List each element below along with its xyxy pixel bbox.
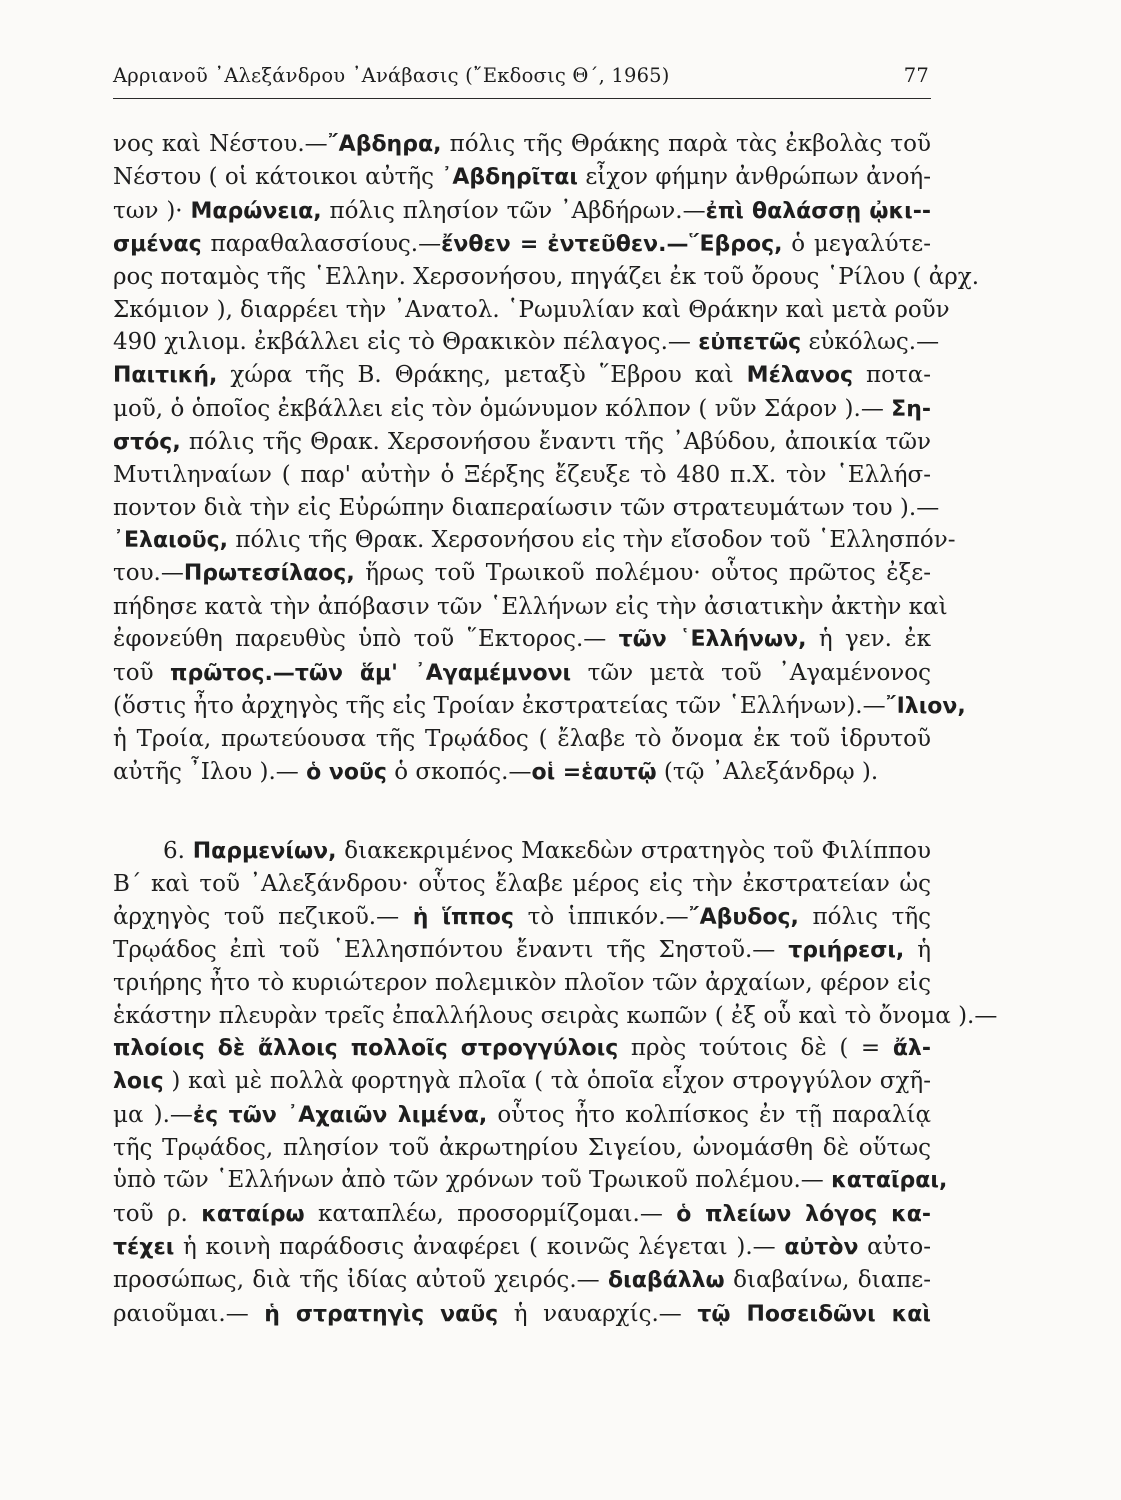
paragraph-gap xyxy=(113,789,931,835)
text-line xyxy=(113,326,940,359)
gloss-text: ραιοῦμαι.— xyxy=(113,1300,265,1327)
text-line xyxy=(113,161,931,194)
lemma-term: τῶν ῾Ελλήνων, xyxy=(618,627,807,653)
text-line xyxy=(113,195,931,228)
gloss-text: ἥρως τοῦ Τρωικοῦ πολέμου· οὗτος πρῶτος ἐξε- xyxy=(354,560,931,587)
text-line xyxy=(113,1132,931,1164)
text-line xyxy=(113,723,931,755)
lemma-term: Παιτική, xyxy=(113,363,218,389)
gloss-text: ἀρχηγὸς τοῦ πεζικοῦ.— xyxy=(113,903,413,930)
lemma-term: καταίρω xyxy=(201,1201,305,1227)
gloss-text: αὐτῆς ῏Ιλου ).— xyxy=(113,758,307,785)
lemma-term: ᾿Ελαιοῦς, xyxy=(113,528,229,554)
gloss-text: ρος ποταμὸς τῆς ῾Ελλην. Χερσονήσου, πηγάζει ἐκ τοῦ ὄρους ῾Ρίλου ( ἀρχ. xyxy=(113,264,980,291)
gloss-text: ) καὶ μὲ πολλὰ φορτηγὰ πλοῖα ( τὰ ὁποῖα εἶχον στρογγύλον σχῆ- xyxy=(163,1068,931,1095)
gloss-text: ἡ ναυαρχίς.— xyxy=(498,1300,698,1327)
gloss-text: ὑπὸ τῶν ῾Ελλήνων ἀπὸ τῶν χρόνων τοῦ Τρωικοῦ πολέμου.— xyxy=(113,1167,832,1194)
text-line xyxy=(113,1032,931,1065)
text-line xyxy=(113,835,931,868)
text-line xyxy=(113,1065,931,1098)
lemma-term: Πρωτεσίλαος, xyxy=(183,561,355,587)
gloss-text: μα ).— xyxy=(113,1101,193,1128)
gloss-text: παραθαλασσίους.— xyxy=(201,231,442,258)
gloss-text: πόλις τῆς Θράκης παρὰ τὰς ἐκβολὰς τοῦ xyxy=(441,131,931,157)
lemma-term: ἡ ἵππος xyxy=(412,904,514,930)
lemma-term: ᾿Αβδηρῖται xyxy=(441,165,578,191)
gloss-text: ποντον διὰ τὴν εἰς Εὐρώπην διαπεραίωσιν τῶν στρατευμάτων του ).— xyxy=(113,494,940,521)
gloss-text: μοῦ, ὁ ὁποῖος ἐκβάλλει εἰς τὸν ὁμώνυμον κόλπον ( νῦν Σάρον ).— xyxy=(113,395,892,422)
lemma-term: σμένας xyxy=(113,232,202,258)
lemma-term: ἐς τῶν ᾿Αχαιῶν λιμένα, xyxy=(192,1102,488,1128)
lemma-term: πρῶτος.—τῶν ἅμ' ᾿Αγαμέμνονι xyxy=(170,660,572,686)
gloss-text: αὐτο- xyxy=(858,1234,931,1260)
text-line xyxy=(113,1099,931,1132)
text-line xyxy=(113,393,931,426)
gloss-text: (τῷ ᾿Αλεξάνδρῳ ). xyxy=(656,758,879,785)
lemma-term: τριήρεσι, xyxy=(788,937,905,963)
gloss-text: νος καὶ Νέστου.— xyxy=(113,131,328,157)
text-line xyxy=(113,1000,998,1032)
lemma-term: ὁ νοῦς xyxy=(306,759,387,785)
text-line xyxy=(113,261,980,293)
lemma-term: ῎Αβδηρα, xyxy=(327,132,442,157)
text-line xyxy=(113,459,931,491)
gloss-text: ἡ xyxy=(904,936,931,963)
text-line xyxy=(113,657,931,690)
lemma-term: τῷ Ποσειδῶνι καὶ xyxy=(697,1301,931,1327)
text-line xyxy=(113,868,931,900)
text-line xyxy=(113,492,940,524)
gloss-text: τῶν μετὰ τοῦ ᾿Αγαμένονος xyxy=(571,659,932,686)
gloss-text: ὁ σκοπός.— xyxy=(386,758,532,785)
gloss-text: ἡ γεν. ἐκ xyxy=(806,626,931,653)
gloss-text: πόλις τῆς Θρακ. Χερσονήσου εἰς τὴν εἴσοδον τοῦ ῾Ελλησπόν- xyxy=(228,527,956,554)
page-number: 77 xyxy=(903,64,929,87)
gloss-text: Τρῳάδος ἐπὶ τοῦ ῾Ελλησπόντου ἔναντι τῆς Σηστοῦ.— xyxy=(113,936,789,963)
text-line xyxy=(113,524,956,557)
text-line xyxy=(113,1231,931,1264)
text-line xyxy=(113,967,931,999)
lemma-term: ῎Ιλιον, xyxy=(885,693,966,719)
text-line xyxy=(113,1198,931,1231)
gloss-text: προσώπως, διὰ τῆς ἰδίας αὐτοῦ χειρός.— xyxy=(113,1267,609,1294)
lemma-term: ἐπὶ θαλάσσῃ ᾠκι-- xyxy=(705,198,931,224)
gloss-text: ποτα- xyxy=(853,362,931,389)
lemma-term: ἡ στρατηγὶς ναῦς xyxy=(264,1301,499,1327)
gloss-text: Μυτιληναίων ( παρ' αὐτὴν ὁ Ξέρξης ἔζευξε τὸ 480 π.Χ. τὸν ῾Ελλήσ- xyxy=(113,462,931,489)
gloss-text: ἡ κοινὴ παράδοσις ἀναφέρει ( κοινῶς λέγεται ).— xyxy=(174,1234,785,1260)
text-line xyxy=(113,690,966,723)
paragraph-commentary-6 xyxy=(113,835,998,1331)
page-body xyxy=(113,128,998,1331)
gloss-text: τὸ ἱππικόν.— xyxy=(513,903,689,930)
gloss-text: του.— xyxy=(113,560,184,587)
gloss-text: διαβαίνω, διαπε- xyxy=(724,1267,931,1294)
lemma-term: ῎Αβυδος, xyxy=(688,904,799,930)
gloss-text: ἡ Τροία, πρωτεύουσα τῆς Τρῳάδος ( ἔλαβε τὸ ὄνομα ἐκ τοῦ ἱδρυτοῦ xyxy=(113,726,931,753)
gloss-text: πόλις πλησίον τῶν ᾿Αβδήρων.— xyxy=(321,197,706,224)
text-line xyxy=(113,934,931,967)
text-line xyxy=(113,228,931,261)
text-line xyxy=(113,591,948,623)
lemma-term: τέχει xyxy=(113,1235,175,1260)
gloss-text: χώρα τῆς Β. Θράκης, μεταξὺ ῞Εβρου καὶ xyxy=(217,362,747,389)
gloss-text: διακεκριμένος Μακεδὼν στρατηγὸς τοῦ Φιλίππου xyxy=(336,837,931,864)
text-line xyxy=(113,359,931,392)
lemma-term: λοις xyxy=(113,1069,164,1095)
paragraph-commentary-5 xyxy=(113,128,980,789)
lemma-term: αὐτὸν xyxy=(784,1235,859,1260)
lemma-term: ἔνθεν = ἐντεῦθεν.—῞Εβρος, xyxy=(441,232,783,258)
lemma-term: στός, xyxy=(113,430,181,456)
gloss-text: τριήρης ἦτο τὸ κυριώτερον πολεμικὸν πλοῖον τῶν ἀρχαίων, φέρον εἰς xyxy=(113,970,931,997)
gloss-text: τοῦ xyxy=(113,659,171,686)
text-line xyxy=(113,1298,931,1331)
header-title: Αρριανοῦ ᾿Αλεξάνδρου ᾿Ανάβασις (῎Εκδοσις Θ΄, 1965) xyxy=(113,64,670,87)
lemma-term: οἱ =ἑαυτῷ xyxy=(531,759,657,785)
gloss-text: εἶχον φήμην ἀνθρώπων ἀνοή- xyxy=(578,164,931,191)
lemma-term: ὁ πλείων λόγος κα- xyxy=(676,1201,931,1227)
text-line xyxy=(113,756,931,789)
lemma-term: καταῖραι, xyxy=(831,1168,948,1194)
text-line xyxy=(113,128,931,161)
text-line xyxy=(113,557,931,590)
gloss-text: πρὸς τούτοις δὲ ( = xyxy=(618,1034,893,1061)
gloss-text: Β΄ καὶ τοῦ ᾿Αλεξάνδρου· οὗτος ἔλαβε μέρος εἰς τὴν ἐκστρατείαν ὡς xyxy=(113,871,931,898)
header-rule xyxy=(113,98,931,99)
gloss-text: εὐκόλως.— xyxy=(801,329,940,356)
text-line xyxy=(113,426,931,459)
text-line xyxy=(113,901,931,934)
gloss-text: ὁ μεγαλύτε- xyxy=(782,231,931,258)
gloss-text: τῆς Τρῳάδος, πλησίον τοῦ ἀκρωτηρίου Σιγείου, ὠνομάσθη δὲ οὕτως xyxy=(113,1134,931,1161)
text-line xyxy=(113,1164,948,1197)
lemma-term: Μέλανος xyxy=(746,363,853,389)
gloss-text: ἐφονεύθη παρευθὺς ὑπὸ τοῦ ῞Εκτορος.— xyxy=(113,626,619,653)
gloss-text: Νέστου ( οἱ κάτοικοι αὐτῆς xyxy=(113,164,442,191)
lemma-term: εὐπετῶς xyxy=(698,330,802,356)
lemma-term: πλοίοις δὲ ἄλλοις πολλοῖς στρογγύλοις xyxy=(113,1035,619,1061)
gloss-text: καταπλέω, προσορμίζομαι.— xyxy=(304,1200,677,1227)
gloss-text: τοῦ ρ. xyxy=(113,1200,202,1227)
gloss-text: ἑκάστην πλευρὰν τρεῖς ἐπαλλήλους σειρὰς κωπῶν ( ἐξ οὗ καὶ τὸ ὄνομα ).— xyxy=(113,1002,998,1029)
gloss-text: οὗτος ἦτο κολπίσκος ἐν τῇ παραλίᾳ xyxy=(487,1101,932,1128)
lemma-term: διαβάλλω xyxy=(608,1268,725,1294)
text-line xyxy=(113,623,931,656)
text-line xyxy=(113,294,950,326)
gloss-text: πήδησε κατὰ τὴν ἀπόβασιν τῶν ῾Ελλήνων εἰς τὴν ἀσιατικὴν ἀκτὴν καὶ xyxy=(113,593,948,620)
gloss-text: πόλις τῆς xyxy=(798,903,931,930)
gloss-text: πόλις τῆς Θρακ. Χερσονήσου ἔναντι τῆς ᾿Αβύδου, ἀποικία τῶν xyxy=(180,429,931,456)
lemma-term: Παρμενίων, xyxy=(192,838,337,864)
gloss-text: 490 χιλιομ. ἐκβάλλει εἰς τὸ Θρακικὸν πέλαγος.— xyxy=(113,329,699,356)
lemma-term: Μαρώνεια, xyxy=(190,198,322,224)
lemma-term: Ση- xyxy=(891,396,931,422)
gloss-text: Σκόμιον ), διαρρέει τὴν ᾿Ανατολ. ῾Ρωμυλίαν καὶ Θράκην καὶ μετὰ ροῦν xyxy=(113,296,950,323)
gloss-text: 6. xyxy=(163,837,193,864)
lemma-term: ἄλ- xyxy=(892,1035,931,1061)
gloss-text: (ὅστις ἦτο ἀρχηγὸς τῆς εἰς Τροίαν ἐκστρατείας τῶν ῾Ελλήνων).— xyxy=(113,692,886,719)
text-line xyxy=(113,1264,931,1297)
gloss-text: των )· xyxy=(113,197,191,224)
